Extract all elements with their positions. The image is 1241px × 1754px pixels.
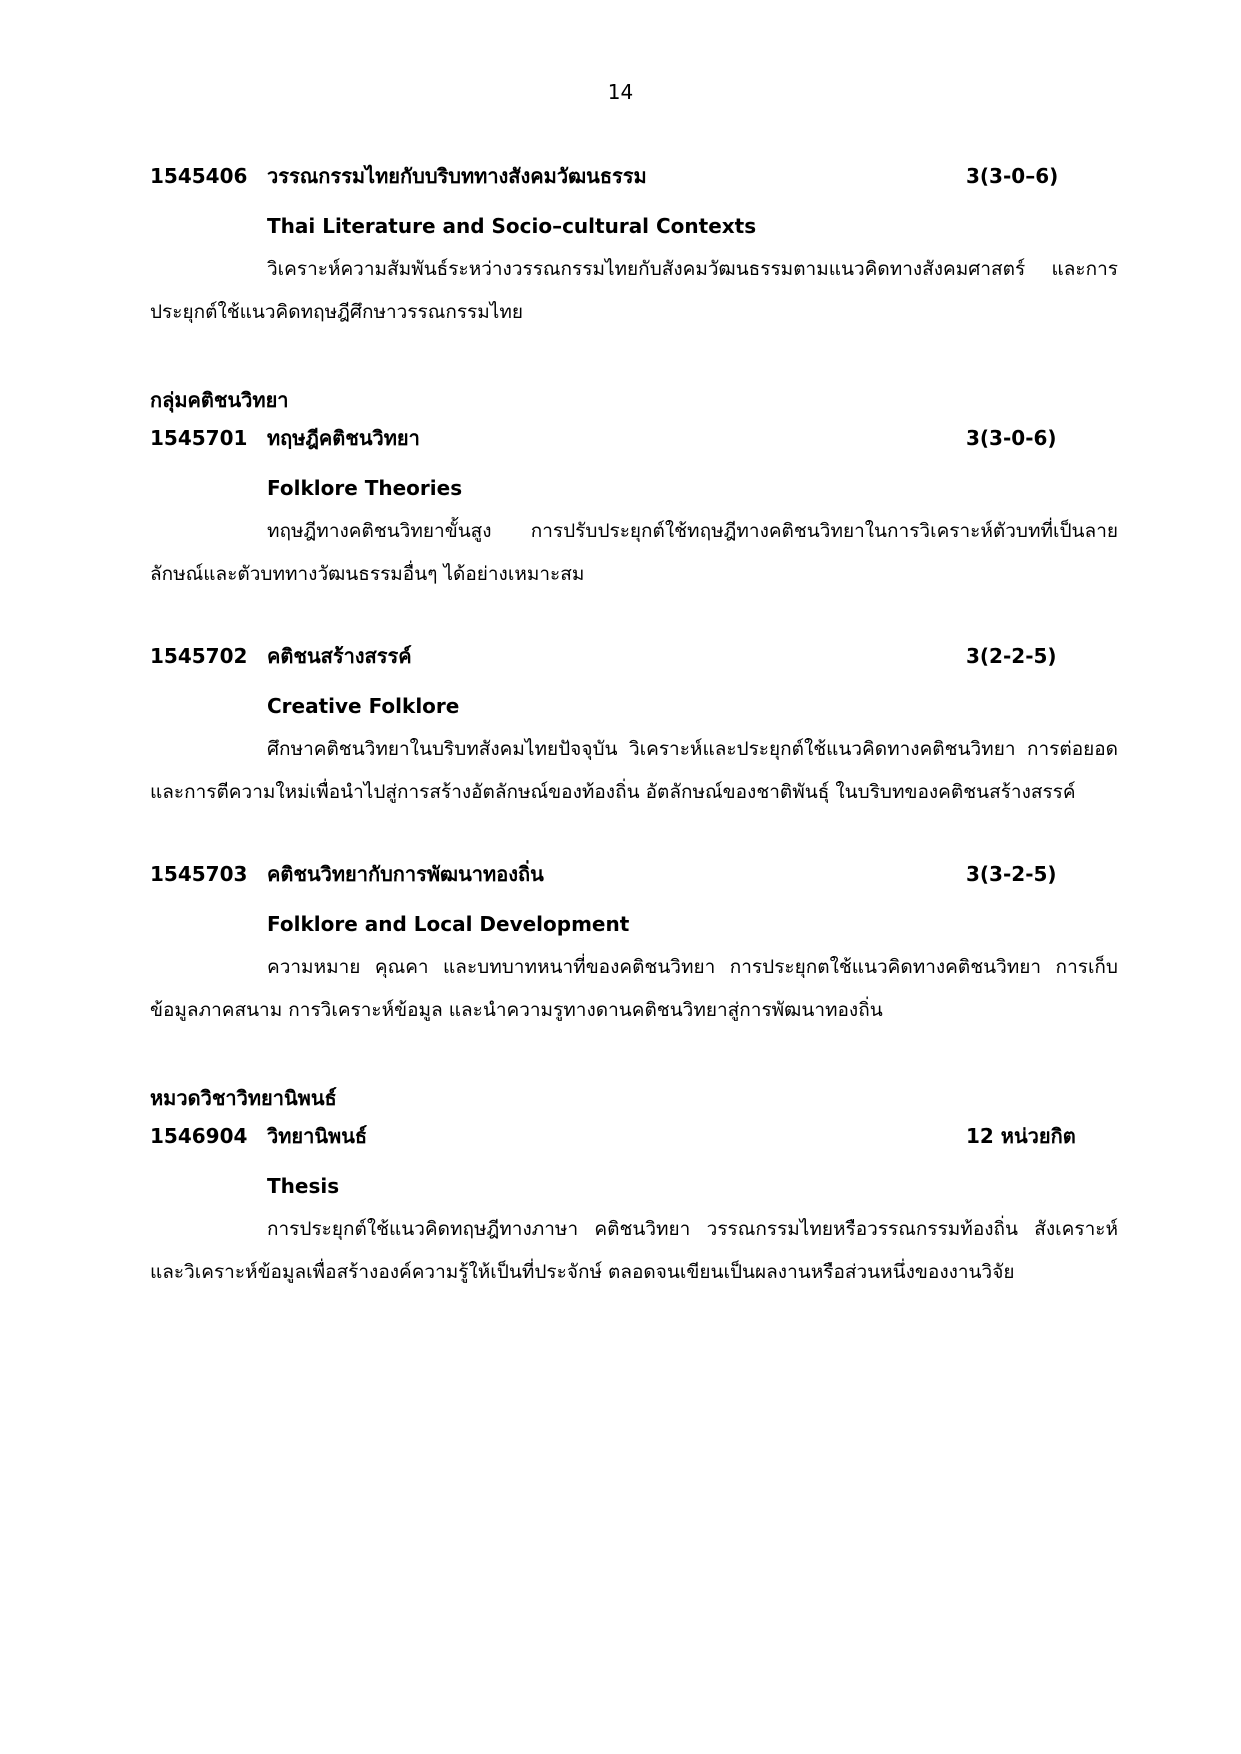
course-credits: 3(3-0-6) — [966, 426, 1057, 450]
course-title-thai: วิทยานิพนธ์ — [267, 1124, 368, 1148]
course-description: ความหมาย คุณคา และบทบาทหนาที่ของคติชนวิทยา การประยุกตใช้แนวคิดทางคติชนวิทยา การเก็บข้อมูลภาคสนาม การวิเคราะห์ข้อมูล และนำความรูทางดานคติชนวิทยาสู่การพัฒนาทองถิ่น — [150, 956, 1118, 1021]
course-code: 1546904 — [150, 1124, 248, 1148]
course-code: 1545406 — [150, 164, 248, 188]
course-title-english: Thesis — [267, 1174, 340, 1198]
course-credits: 12 หน่วยกิต — [966, 1124, 1076, 1148]
course-header — [150, 422, 1118, 466]
course-1546904 — [150, 1120, 1118, 1294]
course-title-thai: วรรณกรรมไทยกับบริบททางสังคมวัฒนธรรม — [267, 164, 647, 188]
group-heading-folklore: กลุ่มคติชนวิทยา — [150, 388, 289, 412]
course-code: 1545702 — [150, 644, 248, 668]
course-title-thai: ทฤษฎีคติชนวิทยา — [267, 426, 420, 450]
course-description: วิเคราะห์ความสัมพันธ์ระหว่างวรรณกรรมไทยกับสังคมวัฒนธรรมตามแนวคิดทางสังคมศาสตร์ และการประยุกต์ใช้แนวคิดทฤษฎีศึกษาวรรณกรรมไทย — [150, 258, 1118, 323]
course-title-english: Folklore Theories — [267, 476, 463, 500]
course-description: การประยุกต์ใช้แนวคิดทฤษฎีทางภาษา คติชนวิทยา วรรณกรรมไทยหรือวรรณกรรมท้องถิ่น สังเคราะห์และวิเคราะห์ข้อมูลเพื่อสร้างองค์ความรู้ให้เป็นที่ประจักษ์ ตลอดจนเขียนเป็นผลงานหรือส่วนหนึ่งของงานวิจัย — [150, 1218, 1118, 1283]
page-number: 14 — [607, 80, 634, 104]
course-title-thai: คติชนสร้างสรรค์ — [267, 644, 412, 668]
course-header — [150, 160, 1118, 204]
course-code: 1545701 — [150, 426, 248, 450]
course-title-english: Folklore and Local Development — [267, 912, 630, 936]
course-description: ทฤษฎีทางคติชนวิทยาขั้นสูง การปรับประยุกต์ใช้ทฤษฎีทางคติชนวิทยาในการวิเคราะห์ตัวบทที่เป็นลายลักษณ์และตัวบททางวัฒนธรรมอื่นๆ ได้อย่างเหมาะสม — [150, 520, 1118, 585]
course-title-thai: คติชนวิทยากับการพัฒนาทองถิ่น — [267, 862, 544, 886]
course-header — [150, 1120, 1118, 1164]
course-1545701 — [150, 422, 1118, 596]
group-heading-thesis: หมวดวิชาวิทยานิพนธ์ — [150, 1086, 337, 1110]
course-title-english: Creative Folklore — [267, 694, 460, 718]
course-header — [150, 858, 1118, 902]
course-1545702 — [150, 640, 1118, 814]
course-1545406 — [150, 160, 1118, 334]
course-credits: 3(3-2-5) — [966, 862, 1057, 886]
course-list — [150, 160, 1118, 1338]
course-credits: 3(2-2-5) — [966, 644, 1057, 668]
course-header — [150, 640, 1118, 684]
course-credits: 3(3-0–6) — [966, 164, 1059, 188]
course-code: 1545703 — [150, 862, 248, 886]
course-title-english: Thai Literature and Socio–cultural Contexts — [267, 214, 757, 238]
course-description: ศึกษาคติชนวิทยาในบริบทสังคมไทยปัจจุบัน วิเคราะห์และประยุกต์ใช้แนวคิดทางคติชนวิทยา การต่อยอดและการตีความใหม่เพื่อนำไปสู่การสร้างอัตลักษณ์ของท้องถิ่น อัตลักษณ์ของชาติพันธุ์ ในบริบทของคติชนสร้างสรรค์ — [150, 738, 1118, 803]
course-1545703 — [150, 858, 1118, 1032]
